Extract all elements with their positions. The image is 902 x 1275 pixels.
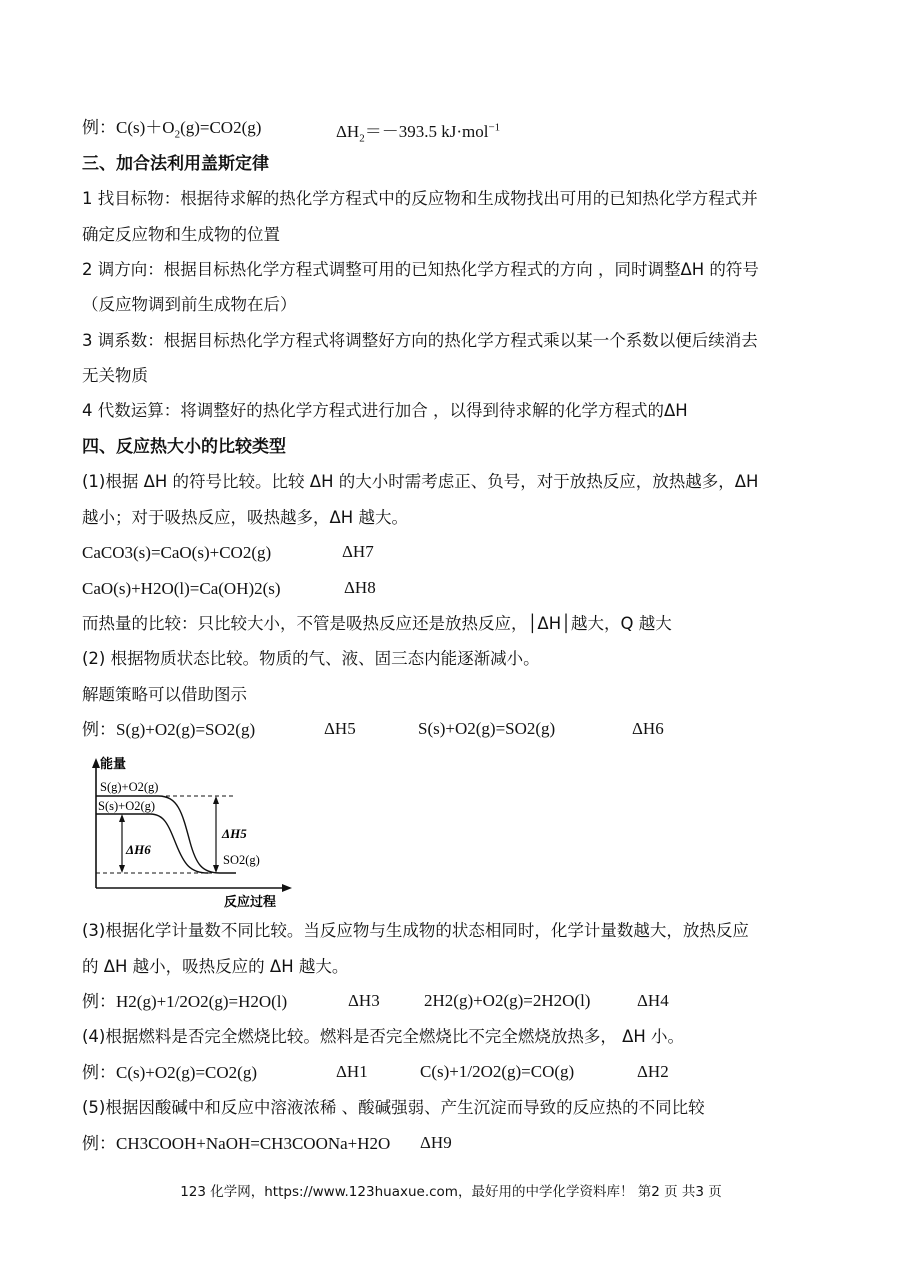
para-4-line: (4)根据燃料是否完全燃烧比较。燃料是否完全燃烧比不完全燃烧放热多， ΔH 小。: [82, 1027, 685, 1046]
step-1-line-b: 确定反应物和生成物的位置: [82, 225, 280, 244]
equation-h9: CH3COOH+NaOH=CH3COONa+H2O: [116, 1134, 391, 1153]
equation-h2: C(s)+1/2O2(g)=CO(g): [420, 1062, 575, 1081]
equation-h5: S(g)+O2(g)=SO2(g): [116, 720, 256, 739]
delta-h9: ΔH9: [420, 1133, 452, 1152]
dh6-arrow-head-top: [119, 814, 125, 822]
equation-h8: CaO(s)+H2O(l)=Ca(OH)2(s): [82, 579, 281, 598]
delta-h5: ΔH5: [324, 719, 356, 738]
delta-h-number: ＝－393.5 kJ·mol: [364, 122, 489, 141]
equation-h7: CaCO3(s)=CaO(s)+CO2(g): [82, 543, 272, 562]
equation-h6: S(s)+O2(g)=SO2(g): [418, 719, 556, 738]
step-2-line-a: 2 调方向：根据目标热化学方程式调整可用的已知热化学方程式的方向 ，同时调整ΔH 的符号: [82, 260, 759, 279]
example-prefix: 例：: [82, 1063, 116, 1083]
para-2-line: (2) 根据物质状态比较。物质的气、液、固三态内能逐渐减小。: [82, 649, 540, 668]
example-prefix: 例：: [82, 118, 116, 138]
equation-h1: C(s)+O2(g)=CO2(g): [116, 1063, 257, 1082]
subscript: 2: [174, 128, 181, 141]
strategy-line: 解题策略可以借助图示: [82, 685, 247, 704]
x-axis-arrow: [282, 884, 292, 892]
example-h3-line: [82, 991, 287, 1013]
example-h5-line: [82, 719, 255, 741]
step-3-line-b: 无关物质: [82, 366, 148, 385]
solid-curve: [96, 814, 208, 873]
para-1-line-a: (1)根据 ΔH 的符号比较。比较 ΔH 的大小时需考虑正、负号，对于放热反应，放热越多，ΔH: [82, 472, 759, 491]
delta-h6: ΔH6: [632, 719, 664, 738]
section-heading-3: 三、加合法利用盖斯定律: [82, 154, 269, 174]
step-1-line-a: 1 找目标物：根据待求解的热化学方程式中的反应物和生成物找出可用的已知热化学方程式并: [82, 189, 758, 208]
para-5-line: (5)根据因酸碱中和反应中溶液浓稀 、酸碱强弱、产生沉淀而导致的反应热的不同比较: [82, 1098, 705, 1117]
equation-h3: H2(g)+1/2O2(g)=H2O(l): [116, 992, 288, 1011]
bottom-level-label: SO2(g): [223, 853, 260, 867]
example-h9-line: [82, 1133, 390, 1155]
mid-level-label: S(s)+O2(g): [98, 799, 156, 813]
example-prefix: 例：: [82, 992, 116, 1012]
y-axis-label: 能量: [100, 756, 127, 771]
superscript: −1: [488, 121, 501, 134]
para-3-line-b: 的 ΔH 越小，吸热反应的 ΔH 越大。: [82, 957, 349, 976]
equation-text: C(s)＋O: [116, 118, 175, 137]
equation-h4: 2H2(g)+O2(g)=2H2O(l): [424, 991, 591, 1010]
step-2-line-b: （反应物调到前生成物在后）: [82, 295, 297, 314]
delta-h3: ΔH3: [348, 991, 380, 1010]
dh5-arrow-head-bottom: [213, 865, 219, 873]
example-prefix: 例：: [82, 720, 116, 740]
delta-h1: ΔH1: [336, 1062, 368, 1081]
delta-h4: ΔH4: [637, 991, 669, 1010]
delta-h7: ΔH7: [342, 542, 374, 561]
delta-h8: ΔH8: [344, 578, 376, 597]
x-axis-label: 反应过程: [224, 894, 277, 909]
energy-diagram: [86, 752, 302, 912]
dh5-arrow-head-top: [213, 796, 219, 804]
dh6-label: ΔH6: [126, 842, 151, 857]
step-3-line-a: 3 调系数：根据目标热化学方程式将调整好方向的热化学方程式乘以某一个系数以便后续消去: [82, 331, 758, 350]
dh5-label: ΔH5: [222, 826, 247, 841]
para-3-line-a: (3)根据化学计量数不同比较。当反应物与生成物的状态相同时，化学计量数越大，放热反应: [82, 921, 749, 940]
example-h1-line: [82, 1062, 257, 1084]
subscript: 2: [359, 132, 365, 145]
heat-comparison-line: 而热量的比较：只比较大小，不管是吸热反应还是放热反应，│ΔH│越大，Q 越大: [82, 614, 672, 633]
delta-h2-value: [336, 117, 500, 144]
step-4-line: 4 代数运算：将调整好的热化学方程式进行加合 ，以得到待求解的化学方程式的ΔH: [82, 401, 688, 420]
delta-h2: ΔH2: [637, 1062, 669, 1081]
example-line-c-co2: [82, 117, 261, 145]
page-footer: 123 化学网，https://www.123huaxue.com，最好用的中学化学资料库！ 第2 页 共3 页: [180, 1184, 722, 1200]
dh6-arrow-head-bottom: [119, 865, 125, 873]
top-level-label: S(g)+O2(g): [100, 780, 159, 794]
equation-text-tail: (g)=CO2(g): [180, 118, 262, 137]
delta-h-symbol: ΔH: [336, 122, 360, 141]
example-prefix: 例：: [82, 1134, 116, 1154]
y-axis-arrow: [92, 758, 100, 768]
para-1-line-b: 越小；对于吸热反应，吸热越多，ΔH 越大。: [82, 508, 408, 527]
section-heading-4: 四、反应热大小的比较类型: [82, 437, 286, 457]
